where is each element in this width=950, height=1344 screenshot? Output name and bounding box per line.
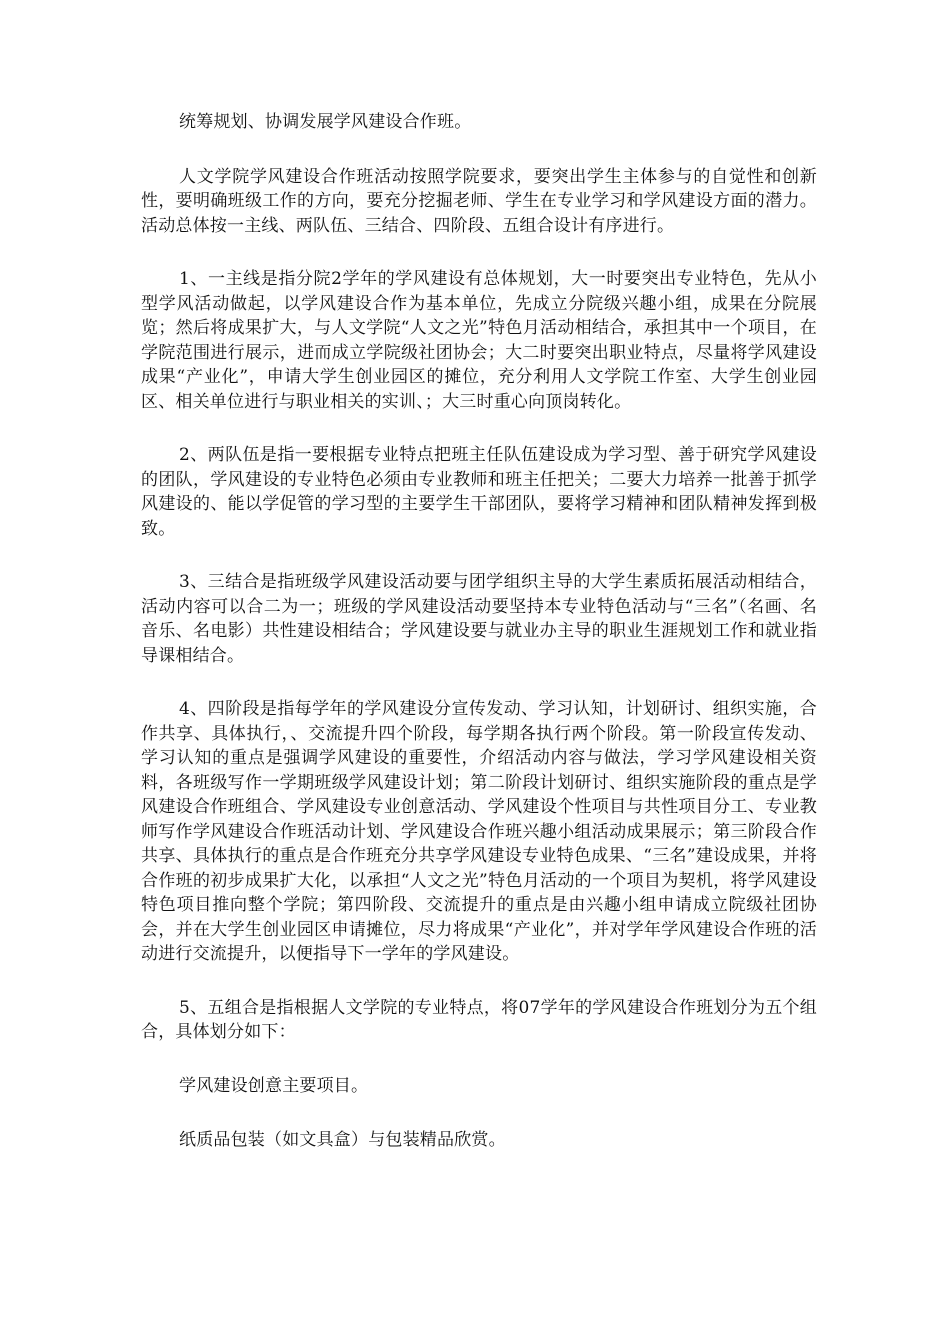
paragraph-intro: 人文学院学风建设合作班活动按照学院要求，要突出学生主体参与的自觉性和创新性，要明确班级工作的方向，要充分挖掘老师、学生在专业学习和学风建设方面的潜力。活动总体按一主线、两队伍、三结合、四阶段、五组合设计有序进行。 <box>141 166 817 236</box>
paragraph-heading-line: 统筹规划、协调发展学风建设合作班。 <box>179 112 472 132</box>
paragraph-five-groups: 5、五组合是指根据人文学院的专业特点，将07学年的学风建设合作班划分为五个组合，具体划分如下： <box>141 997 817 1042</box>
paragraph-creative-projects: 学风建设创意主要项目。 <box>179 1075 369 1096</box>
paragraph-paper-packaging: 纸质品包装（如文具盒）与包装精品欣赏。 <box>179 1130 506 1150</box>
paragraph-one-main-line: 1、一主线是指分院2学年的学风建设有总体规划，大一时要突出专业特色，先从小型学风活动做起，以学风建设合作为基本单位，先成立分院级兴趣小组，成果在分院展览；然后将成果扩大，与人文学院“人文之光”特色月活动相结合，承担其中一个项目，在学院范围进行展示，进而成立学院级社团协会；大二时要突出职业特点，尽量将学风建设成果“产业化”，申请大学生创业园区的摊位，充分利用人文学院工作室、大学生创业园区、相关单位进行与职业相关的实训、；大三时重心向顶岗转化。 <box>141 269 817 412</box>
paragraph-three-combinations: 3、三结合是指班级学风建设活动要与团学组织主导的大学生素质拓展活动相结合，活动内容可以合二为一；班级的学风建设活动要坚持本专业特色活动与“三名”（名画、名音乐、名电影）共性建设相结合；学风建设要与就业办主导的职业生涯规划工作和就业指导课相结合。 <box>141 572 817 666</box>
paragraph-four-stages: 4、四阶段是指每学年的学风建设分宣传发动、学习认知，计划研讨、组织实施，合作共享、具体执行，、交流提升四个阶段，每学期各执行两个阶段。第一阶段宣传发动、学习认知的重点是强调学风建设的重要性，介绍活动内容与做法，学习学风建设相关资料，各班级写作一学期班级学风建设计划；第二阶段计划研讨、组织实施阶段的重点是学风建设合作班组合、学风建设专业创意活动、学风建设个性项目与共性项目分工、专业教师写作学风建设合作班活动计划、学风建设合作班兴趣小组活动成果展示；第三阶段合作共享、具体执行的重点是合作班充分共享学风建设专业特色成果、“三名”建设成果，并将合作班的初步成果扩大化，以承担“人文之光”特色月活动的一个项目为契机，将学风建设特色项目推向整个学院；第四阶段、交流提升的重点是由兴趣小组申请成立院级社团协会，并在大学生创业园区申请摊位，尽力将成果“产业化”，并对学年学风建设合作班的活动进行交流提升，以便指导下一学年的学风建设。 <box>141 699 817 964</box>
paragraph-two-teams: 2、两队伍是指一要根据专业特点把班主任队伍建设成为学习型、善于研究学风建设的团队，学风建设的专业特色必须由专业教师和班主任把关；二要大力培养一批善于抓学风建设的、能以学促管的学习型的主要学生干部团队，要将学习精神和团队精神发挥到极致。 <box>141 445 817 539</box>
document-page <box>141 110 817 1183</box>
